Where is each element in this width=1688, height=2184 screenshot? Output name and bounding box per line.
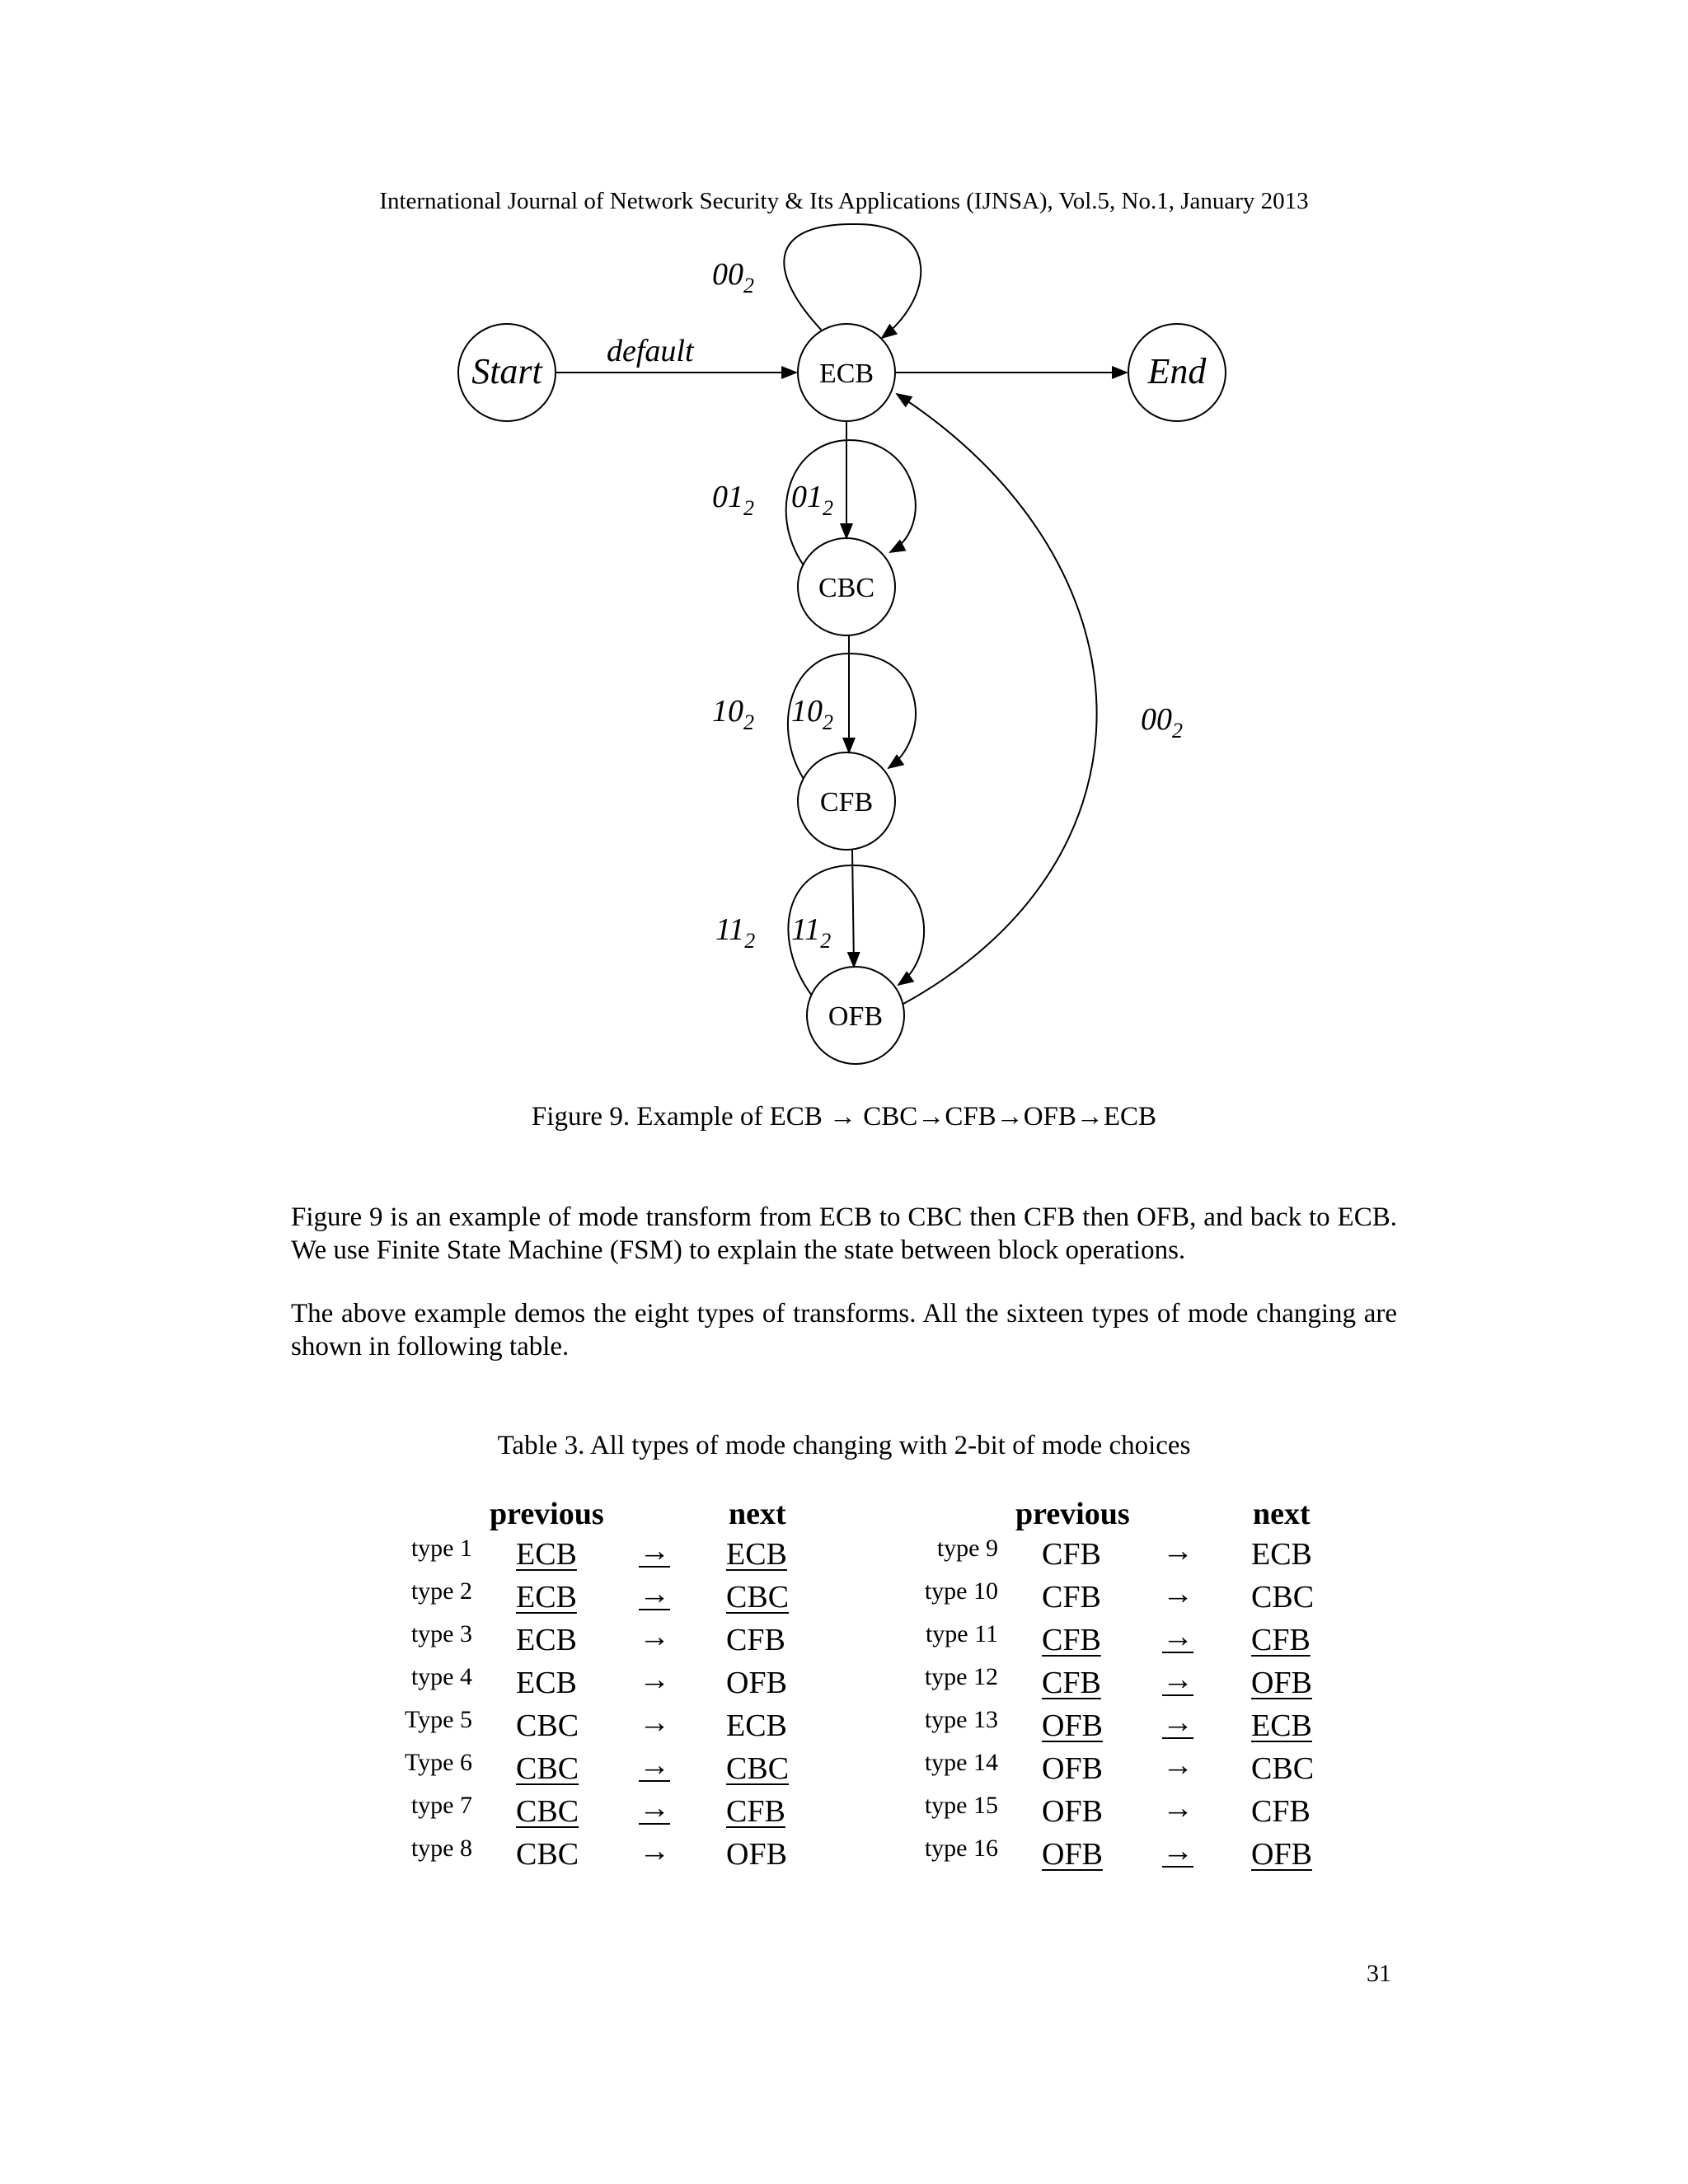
- row-previous-mode: CFB: [1042, 1537, 1101, 1572]
- edge-label-ofb-self: $11_2$: [791, 912, 832, 953]
- row-arrow: →: [639, 1748, 670, 1783]
- row-next-mode: CFB: [726, 1623, 785, 1657]
- row-arrow: →: [639, 1619, 670, 1654]
- row-type-label: type 16: [924, 1835, 998, 1862]
- row-previous-mode: OFB: [1042, 1708, 1103, 1743]
- row-arrow: →: [639, 1834, 670, 1868]
- row-type-label: type 4: [410, 1663, 472, 1690]
- edge-label-ecb-cbc: $01_2$: [712, 480, 754, 520]
- edge-label-cbc-self: $01_2$: [791, 480, 833, 520]
- row-arrow: →: [639, 1705, 670, 1740]
- row-previous-mode: CBC: [516, 1837, 579, 1872]
- row-arrow: →: [1162, 1705, 1193, 1740]
- node-cbc-label: CBC: [818, 573, 875, 603]
- row-type-label: type 14: [924, 1749, 998, 1776]
- row-next-mode: CBC: [726, 1751, 790, 1786]
- edge-cfb-ofb: [852, 850, 854, 967]
- row-previous-mode: OFB: [1042, 1794, 1103, 1829]
- row-previous-mode: CFB: [1042, 1580, 1101, 1615]
- fsm-diagram: [0, 206, 1688, 1080]
- row-arrow: →: [639, 1577, 670, 1611]
- node-end-label: End: [1147, 351, 1207, 391]
- row-arrow: →: [1162, 1577, 1193, 1611]
- row-previous-mode: OFB: [1042, 1837, 1103, 1872]
- node-ecb-label: ECB: [818, 359, 874, 389]
- row-next-mode: CBC: [1251, 1580, 1315, 1615]
- row-next-mode: CFB: [726, 1794, 785, 1829]
- col-header-previous: previous: [1015, 1497, 1130, 1531]
- row-next-mode: CBC: [1251, 1751, 1315, 1786]
- edge-ofb-ecb: [897, 394, 1097, 1004]
- edge-label-ecb-self: $00_2$: [712, 257, 754, 298]
- row-previous-mode: CFB: [1042, 1666, 1101, 1700]
- row-type-label: type 3: [410, 1620, 472, 1647]
- row-type-label: type 1: [410, 1535, 472, 1562]
- col-header-next: next: [1253, 1497, 1311, 1531]
- edge-label-ofb-ecb: $00_2$: [1141, 702, 1183, 743]
- row-next-mode: CFB: [1251, 1794, 1311, 1829]
- row-next-mode: ECB: [1251, 1537, 1312, 1572]
- row-type-label: type 9: [936, 1535, 998, 1562]
- journal-header: International Journal of Network Security & Its Applications (IJNSA), Vol.5, No.1, January 2013: [379, 188, 1309, 214]
- row-previous-mode: ECB: [516, 1537, 577, 1572]
- edge-label-default: default: [607, 334, 694, 368]
- page-number: 31: [1367, 1960, 1391, 1987]
- row-type-label: type 2: [410, 1577, 472, 1605]
- row-type-label: type 7: [410, 1792, 472, 1819]
- row-previous-mode: CBC: [516, 1794, 579, 1829]
- row-type-label: Type 5: [404, 1706, 472, 1733]
- row-arrow: →: [1162, 1791, 1193, 1825]
- row-previous-mode: CFB: [1042, 1623, 1101, 1657]
- edge-label-cfb-ofb: $11_2$: [715, 912, 756, 953]
- edge-label-cbc-cfb: $10_2$: [712, 694, 754, 734]
- node-start-label: Start: [471, 351, 542, 391]
- row-previous-mode: CBC: [516, 1708, 579, 1743]
- row-arrow: →: [1162, 1748, 1193, 1783]
- row-previous-mode: ECB: [516, 1623, 577, 1657]
- row-next-mode: CFB: [1251, 1623, 1311, 1657]
- row-arrow: →: [1162, 1534, 1193, 1568]
- row-previous-mode: CBC: [516, 1751, 579, 1786]
- row-type-label: type 8: [410, 1835, 472, 1862]
- row-next-mode: ECB: [726, 1708, 787, 1743]
- row-next-mode: OFB: [726, 1837, 787, 1872]
- row-type-label: type 10: [924, 1577, 998, 1605]
- col-header-next: next: [729, 1497, 786, 1531]
- row-next-mode: OFB: [726, 1666, 787, 1700]
- row-next-mode: OFB: [1251, 1837, 1312, 1872]
- row-previous-mode: ECB: [516, 1666, 577, 1700]
- row-next-mode: ECB: [1251, 1708, 1312, 1743]
- table-caption: Table 3. All types of mode changing with 2-bit of mode choices: [497, 1431, 1191, 1460]
- edge-ecb-self: [784, 224, 921, 338]
- col-header-previous: previous: [490, 1497, 604, 1531]
- row-type-label: type 11: [925, 1620, 998, 1647]
- paragraph-2: The above example demos the eight types of transforms. All the sixteen types of mode changing are shown in following table.: [291, 1299, 1397, 1361]
- row-previous-mode: ECB: [516, 1580, 577, 1615]
- row-type-label: Type 6: [404, 1749, 472, 1776]
- row-next-mode: OFB: [1251, 1666, 1312, 1700]
- row-type-label: type 15: [924, 1792, 998, 1819]
- figure-caption: Figure 9. Example of ECB → CBC→CFB→OFB→ECB: [531, 1102, 1157, 1132]
- edge-label-cfb-self: $10_2$: [791, 694, 833, 734]
- node-ofb-label: OFB: [828, 1001, 884, 1032]
- row-arrow: →: [639, 1662, 670, 1697]
- row-previous-mode: OFB: [1042, 1751, 1103, 1786]
- row-arrow: →: [1162, 1619, 1193, 1654]
- row-arrow: →: [639, 1534, 670, 1568]
- node-cfb-label: CFB: [819, 787, 874, 818]
- row-type-label: type 12: [924, 1663, 998, 1690]
- row-arrow: →: [1162, 1834, 1193, 1868]
- paragraph-1: Figure 9 is an example of mode transform from ECB to CBC then CFB then OFB, and back to ECB. We use Finite State Machine (FSM) to explain the state between block operations.: [291, 1202, 1397, 1265]
- row-type-label: type 13: [924, 1706, 998, 1733]
- row-next-mode: CBC: [726, 1580, 790, 1615]
- row-arrow: →: [639, 1791, 670, 1825]
- row-arrow: →: [1162, 1662, 1193, 1697]
- row-next-mode: ECB: [726, 1537, 787, 1572]
